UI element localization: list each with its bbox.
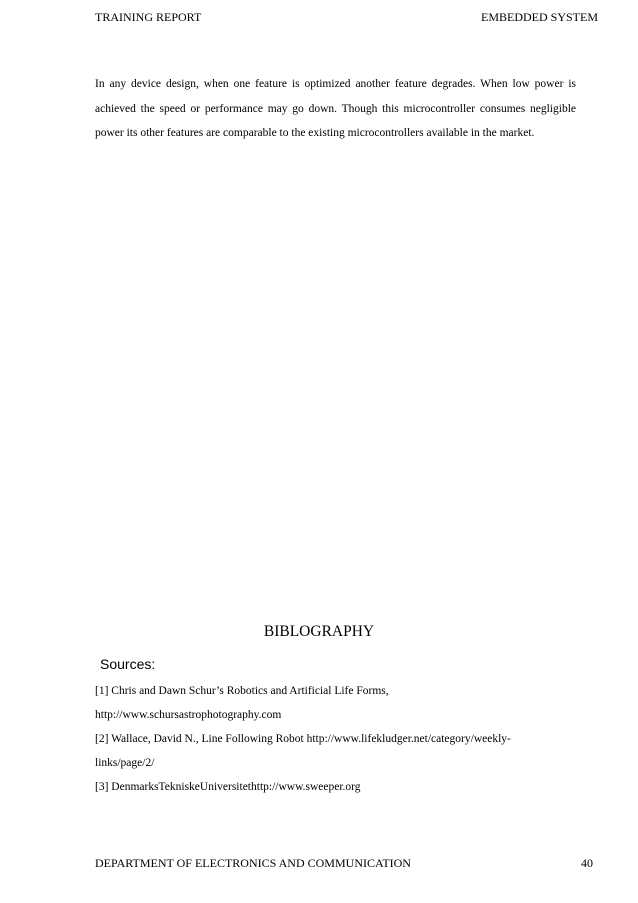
footer-department: DEPARTMENT OF ELECTRONICS AND COMMUNICATION: [95, 856, 411, 870]
header-left-title: TRAINING REPORT: [95, 10, 202, 24]
body-paragraph: In any device design, when one feature is optimized another feature degrades. When low power is achieved the speed or performance may go down. Though this microcontroller consumes negligible power its other features are comparable to the existing microcontrollers available in the market.: [95, 78, 576, 139]
page-number: 40: [581, 856, 593, 870]
reference-line: [1] Chris and Dawn Schur’s Robotics and Artificial Life Forms,: [95, 685, 389, 697]
header-right-title: EMBEDDED SYSTEM: [480, 10, 598, 24]
sources-label: Sources:: [100, 656, 156, 672]
bibliography-heading: BIBLOGRAPHY: [263, 623, 375, 640]
reference-line[interactable]: [2] Wallace, David N., Line Following Robot http://www.lifekludger.net/category/weekly-: [95, 733, 511, 745]
page-header: [95, 9, 598, 25]
reference-line-continued[interactable]: links/page/2/: [95, 757, 155, 769]
reference-link[interactable]: http://www.schursastrophotography.com: [95, 709, 282, 721]
reference-list: [95, 679, 580, 799]
reference-line[interactable]: [3] DenmarksTekniskeUniversitethttp://www.sweeper.org: [95, 781, 361, 793]
page-footer: [95, 854, 598, 872]
